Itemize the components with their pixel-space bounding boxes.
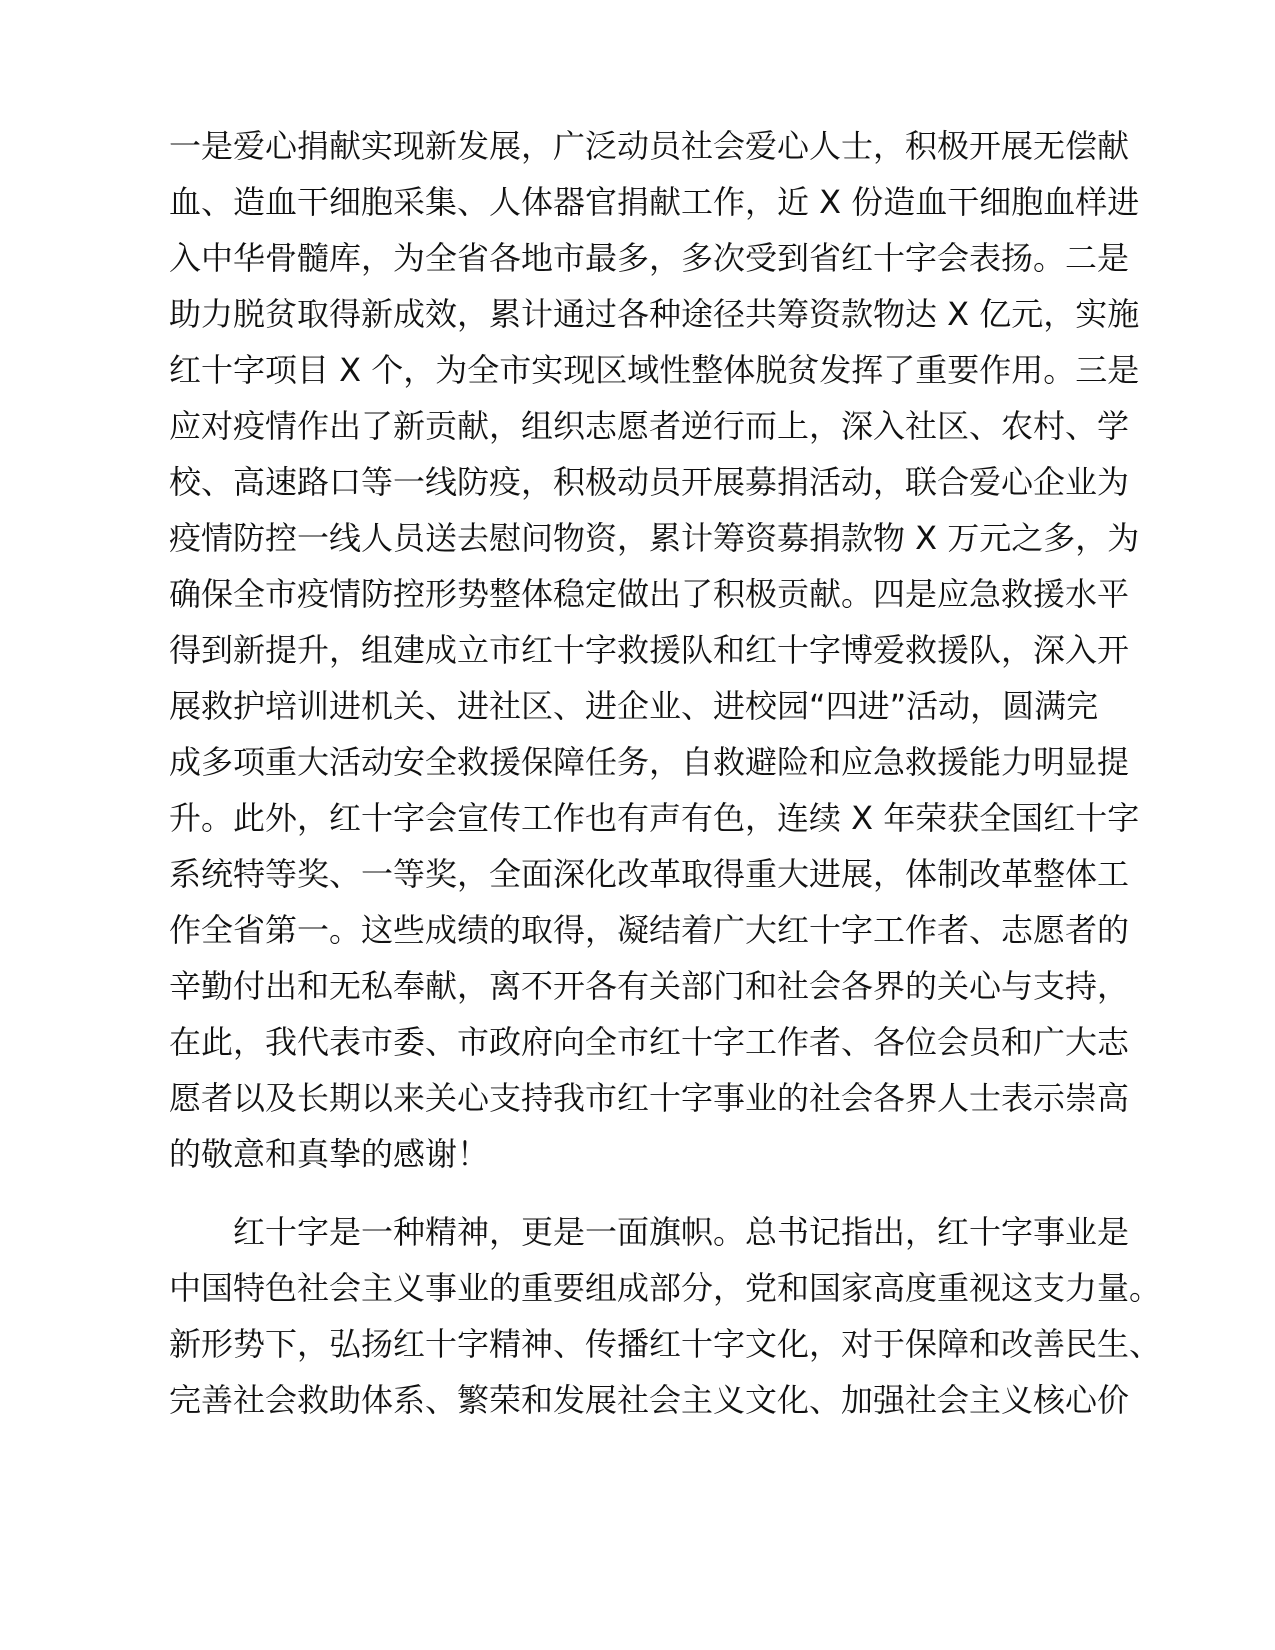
text-line: 确保全市疫情防控形势整体稳定做出了积极贡献。四是应急救援水平	[169, 575, 1130, 613]
text-line: 应对疫情作出了新贡献，组织志愿者逆行而上，深入社区、农村、学	[169, 407, 1130, 445]
text-line: 完善社会救助体系、繁荣和发展社会主义文化、加强社会主义核心价	[169, 1381, 1130, 1419]
text-line: 红十字项目 X 个，为全市实现区域性整体脱贫发挥了重要作用。三是	[169, 351, 1140, 389]
paragraph-spacing	[169, 1182, 1131, 1204]
text-line: 红十字是一种精神，更是一面旗帜。总书记指出，红十字事业是	[233, 1213, 1130, 1251]
text-line: 成多项重大活动安全救援保障任务，自救避险和应急救援能力明显提	[169, 743, 1130, 781]
text-line: 新形势下，弘扬红十字精神、传播红十字文化，对于保障和改善民生、	[169, 1325, 1162, 1363]
text-line: 在此，我代表市委、市政府向全市红十字工作者、各位会员和广大志	[169, 1023, 1130, 1061]
text-line: 展救护培训进机关、进社区、进企业、进校园“四进”活动，圆满完	[169, 687, 1099, 725]
text-line: 系统特等奖、一等奖，全面深化改革取得重大进展，体制改革整体工	[169, 855, 1130, 893]
text-line: 中国特色社会主义事业的重要组成部分，党和国家高度重视这支力量。	[169, 1269, 1162, 1307]
text-line: 作全省第一。这些成绩的取得，凝结着广大红十字工作者、志愿者的	[169, 911, 1130, 949]
text-line: 的敬意和真挚的感谢！	[169, 1135, 490, 1173]
text-line: 愿者以及长期以来关心支持我市红十字事业的社会各界人士表示崇高	[169, 1079, 1130, 1117]
text-line: 辛勤付出和无私奉献，离不开各有关部门和社会各界的关心与支持，	[169, 967, 1130, 1005]
paragraph-1	[169, 118, 1140, 1182]
document-body	[169, 118, 1162, 1428]
text-line: 疫情防控一线人员送去慰问物资，累计筹资募捐款物 X 万元之多，为	[169, 519, 1140, 557]
text-line: 血、造血干细胞采集、人体器官捐献工作，近 X 份造血干细胞血样进	[169, 183, 1140, 221]
text-line: 一是爱心捐献实现新发展，广泛动员社会爱心人士，积极开展无偿献	[169, 127, 1130, 165]
paragraph-2	[169, 1204, 1162, 1428]
text-line: 得到新提升，组建成立市红十字救援队和红十字博爱救援队，深入开	[169, 631, 1130, 669]
text-line: 校、高速路口等一线防疫，积极动员开展募捐活动，联合爱心企业为	[169, 463, 1130, 501]
text-line: 助力脱贫取得新成效，累计通过各种途径共筹资款物达 X 亿元，实施	[169, 295, 1140, 333]
text-line: 升。此外，红十字会宣传工作也有声有色，连续 X 年荣获全国红十字	[169, 799, 1140, 837]
text-line: 入中华骨髓库，为全省各地市最多，多次受到省红十字会表扬。二是	[169, 239, 1130, 277]
